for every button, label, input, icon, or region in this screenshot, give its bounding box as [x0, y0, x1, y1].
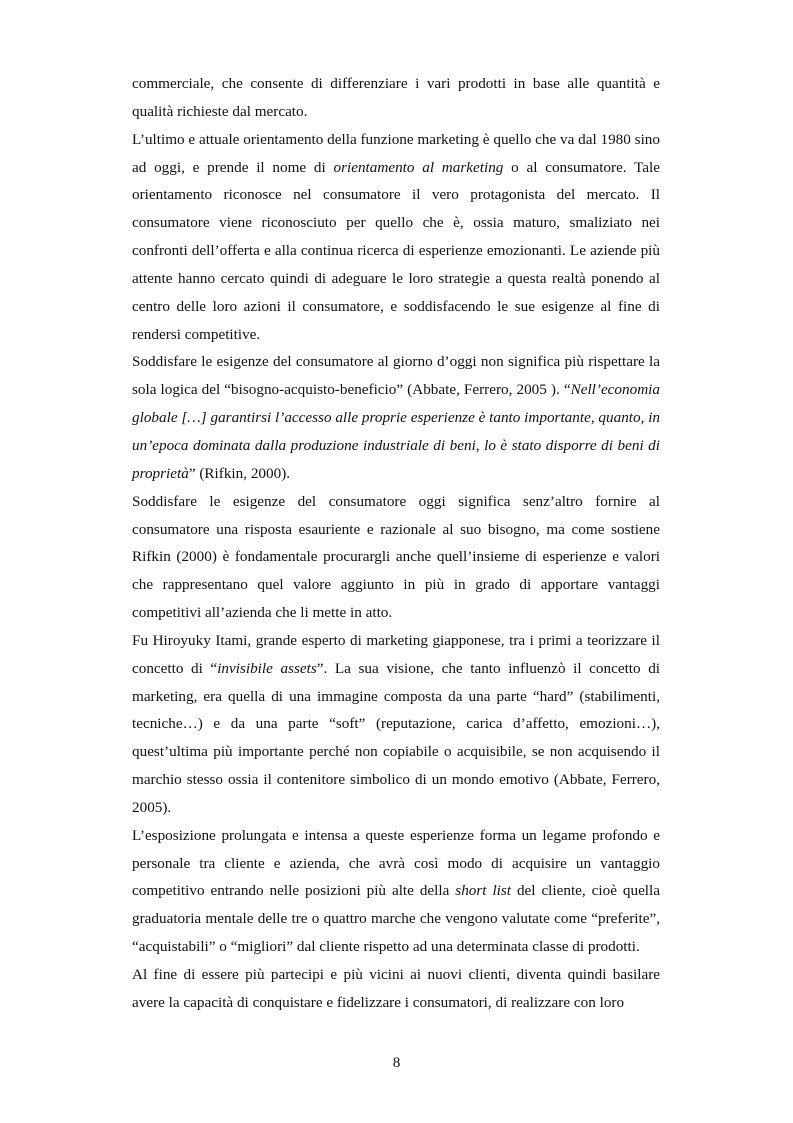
paragraph: [132, 70, 660, 126]
text-run: o al consumatore. Tale orientamento riconosce nel consumatore il vero protagonista del mercato. Il consumatore viene riconosciuto per quello che è, ossia maturo, smaliziato nei confronti dell’offerta e alla continua ricerca di esperienze emozionanti. Le aziende più attente hanno cercato quindi di adeguare le loro strategie a questa realtà ponendo al centro delle loro azioni il consumatore, e soddisfacendo le sue esigenze al fine di rendersi competitive.: [132, 158, 661, 343]
body-text: [132, 70, 660, 1017]
italic-text: short list: [455, 882, 512, 900]
paragraph: [132, 348, 660, 487]
text-run: L’esposizione prolungata e intensa a queste esperienze forma un legame profondo e personale tra cliente e azienda, che avrà così modo di acquisire un vantaggio competitivo entrando nelle posizioni più alte della: [132, 826, 660, 900]
text-run: ”. La sua visione, che tanto influenzò il concetto di marketing, era quella di una immagine composta da una parte “hard” (stabilimenti, tecniche…) e da una parte “soft” (reputazione, carica d’affetto, emozioni…), quest’ultima più importante perché non copiabile o acquisibile, se non acquisendo il marchio stesso ossia il contenitore simbolico di un mondo emotivo (Abbate, Ferrero, 2005).: [132, 659, 661, 816]
paragraph: [132, 488, 660, 627]
paragraph: [132, 126, 660, 349]
page-number: 8: [392, 1054, 401, 1071]
text-run: L’ultimo e attuale orientamento della funzione marketing è quello che va dal 1980 sino ad oggi, e prende il nome di: [132, 130, 660, 176]
text-run: Fu Hiroyuky Itami, grande esperto di marketing giapponese, tra i primi a teorizzare il concetto di “: [132, 631, 660, 677]
text-run: ” (Rifkin, 2000).: [188, 464, 291, 482]
paragraph: [132, 961, 660, 1017]
italic-text: Nell’economia globale […] garantirsi l’accesso alle proprie esperienze è tanto importante, quanto, in un’epoca dominata dalla produzione industriale di beni, lo è stato disporre di beni di proprietà: [132, 381, 661, 482]
text-run: Al fine di essere più partecipi e più vicini ai nuovi clienti, diventa quindi basilare avere la capacità di conquistare e fidelizzare i consumatori, di realizzare con loro: [132, 966, 660, 1011]
text-run: del cliente, cioè quella graduatoria mentale delle tre o quattro marche che vengono valutate come “preferite”, “acquistabili” o “migliori” dal cliente rispetto ad una determinata classe di prodotti.: [132, 882, 660, 956]
paragraph: [132, 627, 660, 822]
italic-text: invisibile assets: [217, 659, 317, 677]
text-run: Soddisfare le esigenze del consumatore al giorno d’oggi non significa più rispettare la sola logica del “bisogno-acquisto-beneficio” (Abbate, Ferrero, 2005 ). “: [132, 353, 660, 399]
italic-text: orientamento al marketing: [333, 158, 504, 176]
text-run: commerciale, che consente di differenziare i vari prodotti in base alle quantità e qualità richieste dal mercato.: [132, 75, 660, 120]
text-run: Soddisfare le esigenze del consumatore oggi significa senz’altro fornire al consumatore una risposta esauriente e razionale al suo bisogno, ma come sostiene Rifkin (2000) è fondamentale procurargli anche quell’insieme di esperienze e valori che rappresentano quel valore aggiunto in più in grado di apportare vantaggi competitivi all’azienda che li mette in atto.: [132, 492, 660, 622]
paragraph: [132, 822, 660, 961]
